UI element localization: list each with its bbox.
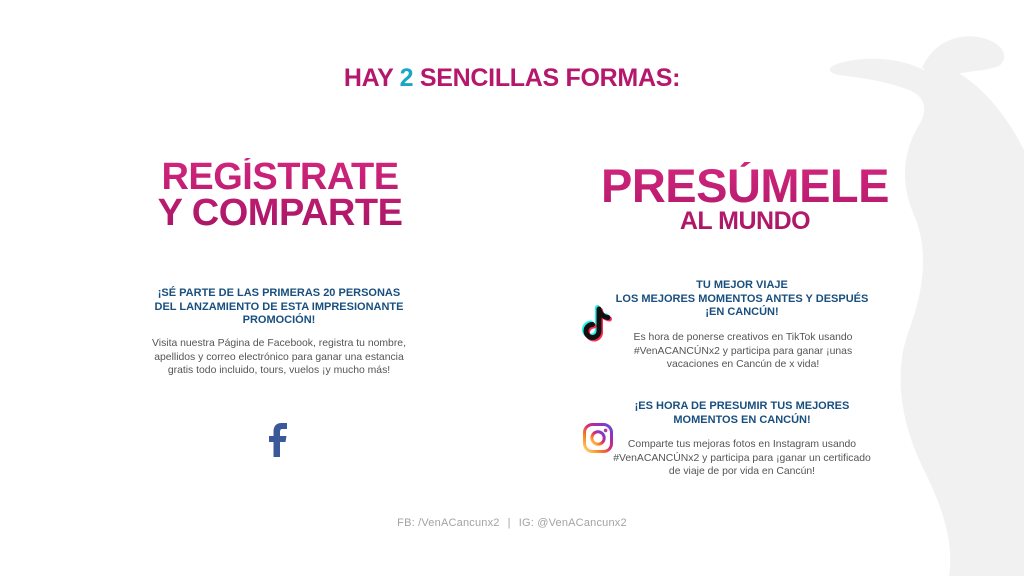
instagram-body: Comparte tus mejoras fotos en Instagram usando #VenACANCÚNx2 y participa para ¡ganar un certificado de viaje de por vida en Cancún! bbox=[613, 439, 871, 478]
tiktok-subheading bbox=[612, 279, 872, 320]
footer-separator: | bbox=[507, 517, 511, 529]
footer-ig-handle[interactable]: IG: @VenACancunx2 bbox=[518, 517, 627, 529]
facebook-icon[interactable] bbox=[266, 422, 290, 458]
tiktok-body: Es hora de ponerse creativos en TikTok usando #VenACANCÚNx2 y participa para ganar ¡unas vacaciones en Cancún de x vida! bbox=[633, 332, 853, 371]
headline-part1: HAY bbox=[343, 64, 400, 92]
footer-handles bbox=[0, 517, 1024, 529]
headline-number: 2 bbox=[399, 64, 414, 92]
instagram-subheading: ¡ES HORA DE PRESUMIR TUS MEJORES MOMENTOS EN CANCÚN! bbox=[634, 400, 850, 426]
tiktok-subheading-line1: TU MEJOR VIAJE bbox=[696, 279, 788, 291]
show-title-line2: AL MUNDO bbox=[679, 207, 811, 235]
tiktok-subheading-line3: ¡EN CANCÚN! bbox=[705, 306, 779, 318]
tiktok-subheading-line2: LOS MEJORES MOMENTOS ANTES Y DESPUÉS bbox=[615, 292, 869, 305]
register-body: Visita nuestra Página de Facebook, registra tu nombre, apellidos y correo electrónico para ganar una estancia gratis todo incluido, tours, vuelos ¡y mucho más! bbox=[152, 338, 406, 377]
register-share-title bbox=[120, 158, 440, 232]
register-title-line2: Y COMPARTE bbox=[157, 192, 403, 234]
headline-part2: SENCILLAS FORMAS: bbox=[413, 64, 681, 92]
register-title-line1: REGÍSTRATE bbox=[161, 156, 399, 198]
headline bbox=[0, 64, 1024, 93]
tiktok-icon[interactable] bbox=[580, 305, 614, 343]
show-world-title bbox=[570, 159, 920, 235]
footer-fb-handle[interactable]: FB: /VenACancunx2 bbox=[397, 517, 500, 529]
show-title-line1: PRESÚMELE bbox=[601, 159, 889, 212]
register-subheading: ¡SÉ PARTE DE LAS PRIMERAS 20 PERSONAS DEL LANZAMIENTO DE ESTA IMPRESIONANTE PROMOCIÓN! bbox=[154, 287, 404, 326]
